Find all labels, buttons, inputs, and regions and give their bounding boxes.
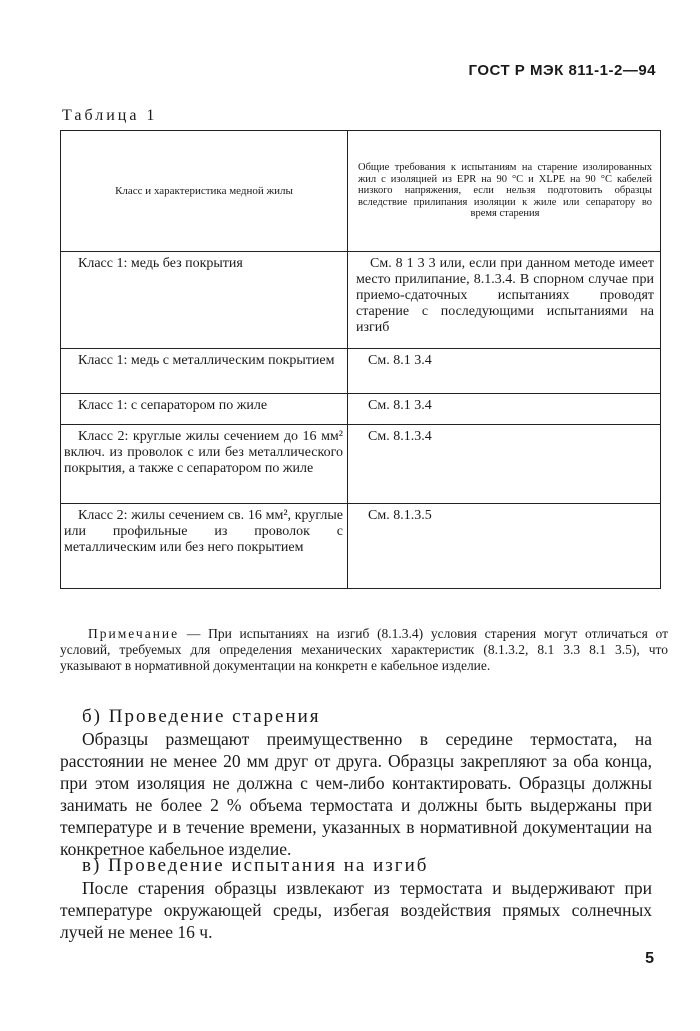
table-cell-class [61,349,348,394]
page-number: 5 [645,950,654,967]
cell-text: См. 8.1.3.4 [368,429,432,444]
document-header: ГОСТ Р МЭК 811-1-2—94 [468,62,656,79]
table-cell-class [61,394,348,425]
cell-text: Класс 1: с сепаратором по жиле [78,398,268,413]
table-row [61,252,661,349]
cell-text: Класс 1: медь с металлическим покрытием [78,353,335,368]
table-row [61,394,661,425]
cell-text: Класс 1: медь без покрытия [78,256,243,271]
section-heading-bend-test: в) Проведение испытания на изгиб [82,855,429,876]
cell-text: См. 8.1.3.5 [368,508,432,523]
requirements-table [60,130,661,589]
table-row [61,425,661,504]
note-text: — При испытаниях на изгиб (8.1.3.4) условия старения могут отличаться от условий, требуемых для определения механических характеристик (8.1.3.2, 8.1 3.3 8.1 3.5), что указывают в нормативной документации на конкретн е кабельное изделие. [60,626,668,673]
table-cell-class [61,425,348,504]
table-row [61,349,661,394]
section-paragraph-bend-test: После старения образцы извлекают из термостата и выдерживают при температуре окружающей среды, избегая воздействия прямых солнечных лучей не менее 16 ч. [60,878,652,942]
table-header-row [61,131,661,252]
table-note [60,626,668,674]
column-header-requirements: Общие требования к испытаниям на старение изолированных жил с изоляцией из EPR на 90 °С и XLPE на 90 °С кабелей низкого напряжения, если нельзя подготовить образцы вследствие прилипания изоляции к жиле или сепаратору во время старения [348,131,661,252]
note-label: Примечание [88,626,180,641]
column-header-class: Класс и характеристика медной жилы [61,131,348,252]
note-paragraph [60,626,668,674]
table-caption: Таблица 1 [62,107,158,124]
table-cell-class [61,252,348,349]
table-cell-requirement [348,394,661,425]
table-cell-requirement [348,252,661,349]
section-paragraph-aging: Образцы размещают преимущественно в середине термостата, на расстоянии не менее 20 мм друг от друга. Образцы закрепляют за оба конца, при этом изоляция не должна с чем-либо контактировать. Образцы должны занимать не более 2 % объема термостата и должны быть выдержаны при температуре и в течение времени, указанных в нормативной документации на конкретное кабельное изделие. [60,729,652,859]
cell-text: Класс 2: жилы сечением св. 16 мм², круглые или профильные из проволок с металлическим или без него покрытием [64,508,343,555]
table-cell-requirement [348,349,661,394]
cell-text: Класс 2: круглые жилы сечением до 16 мм² включ. из проволок с или без металлического покрытия, а также с сепаратором по жиле [64,429,343,476]
cell-text: См. 8.1 3.4 [368,353,432,368]
cell-text: См. 8 1 3 3 или, если при данном методе имеет место прилипание, 8.1.3.4. В спорном случае при приемо-сдаточных испытаниях проводят старение с последующими испытаниями на изгиб [356,256,654,335]
table-cell-class [61,504,348,589]
table-row [61,504,661,589]
table-cell-requirement [348,504,661,589]
cell-text: См. 8.1 3.4 [368,398,432,413]
table-cell-requirement [348,425,661,504]
section-heading-aging: б) Проведение старения [82,706,321,727]
